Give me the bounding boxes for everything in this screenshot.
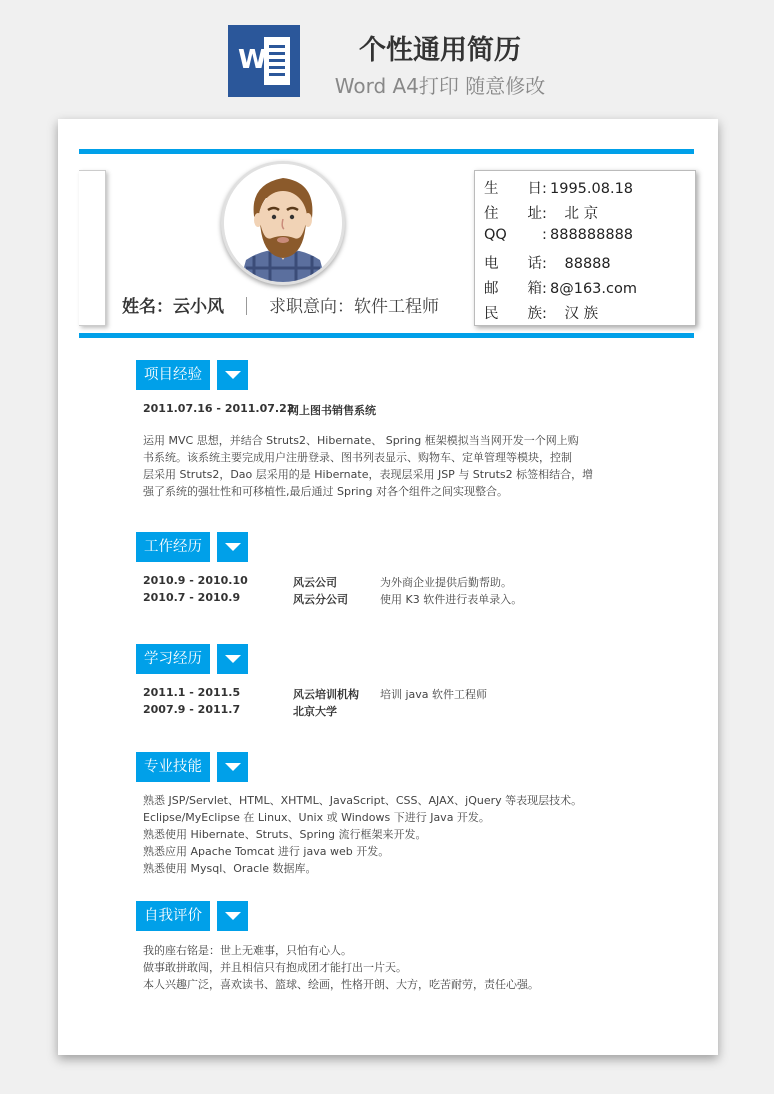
job-target: 求职意向：软件工程师 xyxy=(269,297,439,317)
work-org: 风云公司 xyxy=(293,576,337,589)
chevron-down-icon xyxy=(217,752,248,782)
education-org: 风云培训机构 xyxy=(293,688,359,701)
bottom-rule xyxy=(79,333,694,338)
education-date: 2007.9 - 2011.7 xyxy=(143,703,241,716)
avatar xyxy=(221,161,345,285)
info-row-phone: 电话: 88888 xyxy=(484,256,611,272)
banner-subtitle: Word A4打印 随意修改 xyxy=(334,74,546,98)
education-desc: 培训 java 软件工程师 xyxy=(380,688,488,701)
word-logo-icon: W xyxy=(228,25,300,97)
work-desc: 使用 K3 软件进行表单录入。 xyxy=(380,593,523,606)
info-row-qq: QQ : 888888888 xyxy=(484,227,634,243)
left-frame xyxy=(79,170,106,326)
section-title: 专业技能 xyxy=(136,752,210,782)
info-row-ethnicity: 民族: 汉 族 xyxy=(484,306,599,322)
section-title: 学习经历 xyxy=(136,644,210,674)
education-date: 2011.1 - 2011.5 xyxy=(143,686,241,699)
info-row-address: 住址: 北 京 xyxy=(484,206,599,222)
education-org: 北京大学 xyxy=(293,705,337,718)
resume-page xyxy=(58,119,718,1055)
section-title: 项目经验 xyxy=(136,360,210,390)
project-description: 运用 MVC 思想，并结合 Struts2、Hibernate、 Spring 框架模拟当当网开发一个网上购 书系统。该系统主要完成用户注册登录、图书列表显示、购物车、定单管理等模块，控制 层采用 Struts2，Dao 层采用的是 Hibernate，表现层采用 JSP 与 Struts2 标签相结合，增 强了系统的强壮性和可移植性,最后通过 Spring 对各个组件之间实现整合。 xyxy=(143,434,594,498)
chevron-down-icon xyxy=(217,360,248,390)
skills-list: 熟悉 JSP/Servlet、HTML、XHTML、JavaScript、CSS、AJAX、jQuery 等表现层技术。 Eclipse/MyEclipse 在 Linux、Unix 或 Windows 下进行 Java 开发。 熟悉使用 Hibernate、Struts、Spring 流行框架来开发。 熟悉应用 Apache Tomcat 进行 java web 开发。 熟悉使用 Mysql、Oracle 数据库。 xyxy=(143,794,583,875)
name-line xyxy=(122,292,439,317)
self-evaluation: 我的座右铭是：世上无难事，只怕有心人。 做事敢拼敢闯，并且相信只有抱成团才能打出一片天。 本人兴趣广泛，喜欢读书、篮球、绘画，性格开朗、大方，吃苦耐劳，责任心强。 xyxy=(143,944,539,991)
chevron-down-icon xyxy=(217,532,248,562)
section-title: 工作经历 xyxy=(136,532,210,562)
chevron-down-icon xyxy=(217,644,248,674)
work-date: 2010.9 - 2010.10 xyxy=(143,574,248,587)
personal-info-box xyxy=(474,170,696,326)
work-desc: 为外商企业提供后勤帮助。 xyxy=(380,576,512,589)
section-title: 自我评价 xyxy=(136,901,210,931)
work-org: 风云分公司 xyxy=(293,593,348,606)
candidate-name: 姓名：云小风 xyxy=(122,297,224,317)
info-row-birthday: 生日: 1995.08.18 xyxy=(484,181,634,197)
banner-title: 个性通用简历 xyxy=(359,35,521,66)
chevron-down-icon xyxy=(217,901,248,931)
top-rule xyxy=(79,149,694,154)
project-date: 2011.07.16 - 2011.07.22 xyxy=(143,402,295,415)
banner xyxy=(0,0,774,110)
bearded-man-avatar-icon xyxy=(224,164,342,282)
work-date: 2010.7 - 2010.9 xyxy=(143,591,241,604)
divider xyxy=(246,297,247,315)
project-name: 网上图书销售系统 xyxy=(288,404,376,417)
info-row-email: 邮箱: 8@163.com xyxy=(484,281,637,297)
